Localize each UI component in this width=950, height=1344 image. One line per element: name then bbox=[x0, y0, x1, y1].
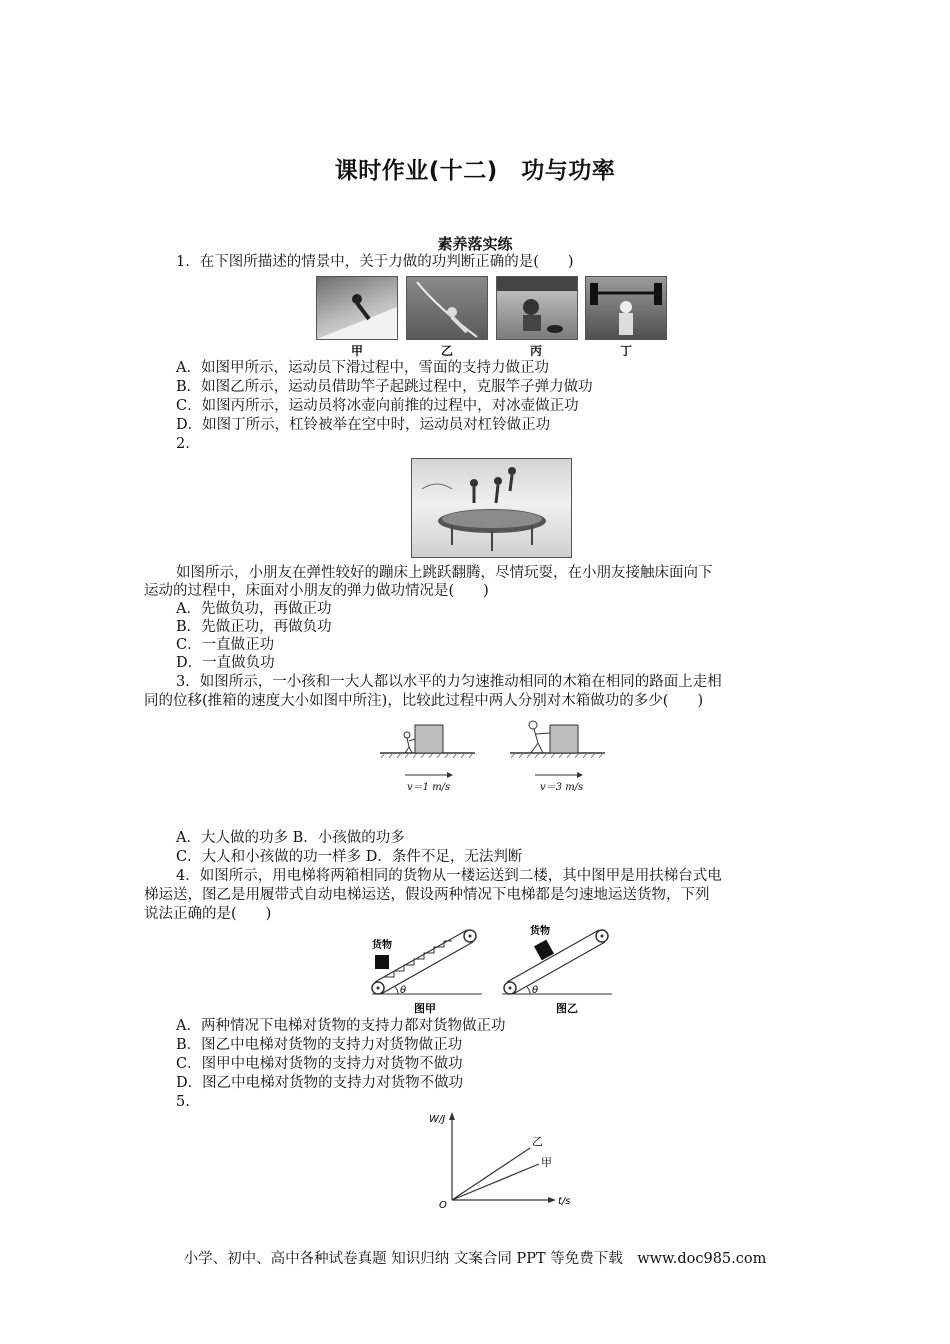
q4-option-c: C．图甲中电梯对货物的支持力对货物不做功 bbox=[176, 1056, 463, 1072]
q4-stem-line3: 说法正确的是( ) bbox=[144, 906, 272, 922]
q1-caption-ding: 丁 bbox=[620, 344, 633, 358]
q5-label-yi: 乙 bbox=[532, 1135, 543, 1148]
q2-trampoline-photo bbox=[411, 458, 572, 558]
q4-stem-line2: 梯运送，图乙是用履带式自动电梯运送，假设两种情况下电梯都是匀速地运送货物，下列 bbox=[144, 887, 710, 903]
q3-options-line1: A．大人做的功多 B．小孩做的功多 bbox=[176, 830, 405, 846]
q5-x-label: t/s bbox=[558, 1196, 571, 1207]
q1-caption-jia: 甲 bbox=[351, 344, 364, 358]
page-title: 课时作业(十二) 功与功率 bbox=[334, 158, 616, 184]
q1-option-b: B．如图乙所示，运动员借助竿子起跳过程中，克服竿子弹力做功 bbox=[176, 379, 593, 395]
q1-caption-yi: 乙 bbox=[441, 344, 454, 358]
q4-theta-a: θ bbox=[400, 985, 407, 996]
q5-y-label: W/J bbox=[429, 1114, 446, 1125]
q1-caption-bing: 丙 bbox=[530, 344, 543, 358]
q2-number: 2. bbox=[176, 436, 190, 452]
q4-option-d: D．图乙中电梯对货物的支持力对货物不做功 bbox=[176, 1075, 464, 1091]
q2-option-c: C．一直做正功 bbox=[176, 637, 275, 653]
q1-photo-curling bbox=[496, 276, 578, 340]
q3-velocity-child: v＝1 m/s bbox=[407, 782, 451, 793]
q1-option-a: A．如图甲所示，运动员下滑过程中，雪面的支持力做正功 bbox=[176, 360, 549, 376]
q4-cargo-label-a: 货物 bbox=[372, 940, 392, 951]
q4-option-a: A．两种情况下电梯对货物的支持力都对货物做正功 bbox=[176, 1018, 506, 1034]
q2-stem-line2: 运动的过程中，床面对小朋友的弹力做功情况是( ) bbox=[144, 583, 489, 599]
q5-line-jia bbox=[452, 1164, 539, 1200]
q2-stem-line1: 如图所示，小朋友在弹性较好的蹦床上跳跃翻腾，尽情玩耍，在小朋友接触床面向下 bbox=[176, 565, 713, 581]
q4-caption-a: 图甲 bbox=[414, 1002, 436, 1015]
q1-photo-pole-vault bbox=[406, 276, 488, 340]
q4-escalator-diagrams bbox=[362, 920, 622, 1020]
q4-stem-line1: 4．如图所示，用电梯将两箱相同的货物从一楼运送到二楼，其中图甲是用扶梯台式电 bbox=[176, 868, 722, 884]
q1-photo-skier bbox=[316, 276, 398, 340]
q3-velocity-adult: v＝3 m/s bbox=[540, 782, 584, 793]
q5-work-time-graph bbox=[425, 1108, 575, 1212]
page-footer: 小学、初中、高中各种试卷真题 知识归纳 文案合同 PPT 等免费下载 www.doc985.com bbox=[183, 1251, 767, 1267]
q4-option-b: B．图乙中电梯对货物的支持力对货物做正功 bbox=[176, 1037, 463, 1053]
q3-stem-line1: 3．如图所示，一小孩和一大人都以水平的力匀速推动相同的木箱在相同的路面上走相 bbox=[176, 674, 722, 690]
q1-option-c: C．如图丙所示，运动员将冰壶向前推的过程中，对冰壶做正功 bbox=[176, 398, 579, 414]
q3-options-line2: C．大人和小孩做的功一样多 D．条件不足，无法判断 bbox=[176, 849, 523, 865]
q5-label-jia: 甲 bbox=[541, 1156, 552, 1169]
q3-stem-line2: 同的位移(推箱的速度大小如图中所注)，比较此过程中两人分别对木箱做功的多少( ) bbox=[144, 693, 704, 709]
q5-origin: O bbox=[439, 1200, 447, 1211]
q2-option-b: B．先做正功，再做负功 bbox=[176, 619, 332, 635]
q4-cargo-label-b: 货物 bbox=[530, 926, 550, 937]
q1-stem: 1．在下图所描述的情景中，关于力做的功判断正确的是( ) bbox=[176, 254, 574, 270]
section-heading: 素养落实练 bbox=[437, 235, 513, 253]
q5-number: 5. bbox=[176, 1094, 190, 1110]
q2-option-a: A．先做负功，再做正功 bbox=[176, 601, 332, 617]
q4-theta-b: θ bbox=[532, 985, 539, 996]
q5-line-yi bbox=[452, 1148, 530, 1200]
q2-option-d: D．一直做负功 bbox=[176, 655, 275, 671]
q1-photo-weightlifting bbox=[585, 276, 667, 340]
q4-caption-b: 图乙 bbox=[556, 1002, 578, 1015]
q1-option-d: D．如图丁所示，杠铃被举在空中时，运动员对杠铃做正功 bbox=[176, 417, 551, 433]
